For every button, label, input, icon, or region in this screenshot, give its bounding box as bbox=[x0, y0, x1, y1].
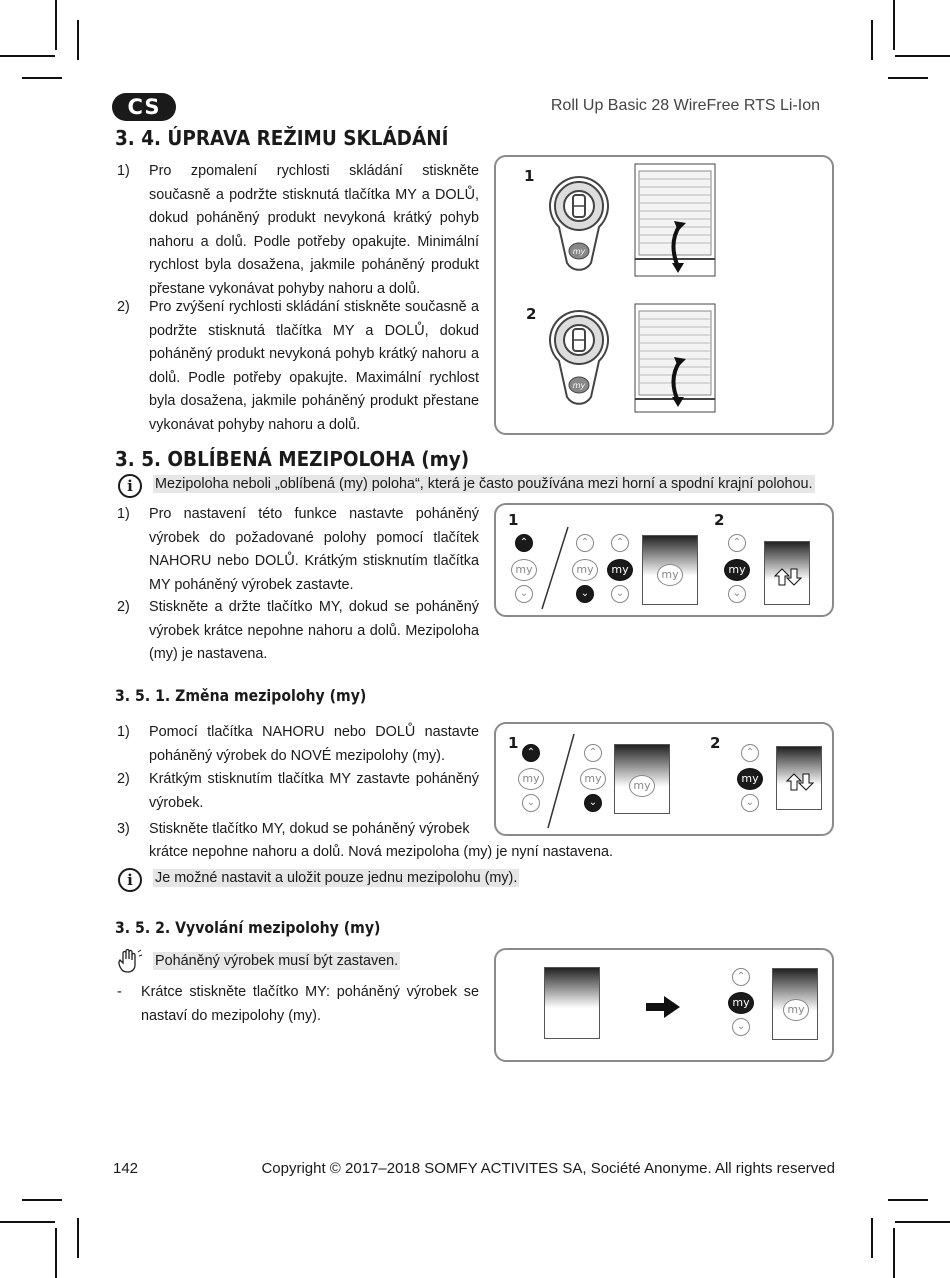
subsection-title-3-5-1: 3. 5. 1. Změna mezipolohy (my) bbox=[115, 686, 367, 705]
step-number: 2 bbox=[526, 305, 537, 323]
my-button-icon: my bbox=[511, 559, 537, 581]
crop-mark bbox=[0, 55, 55, 57]
down-button-icon: ⌄ bbox=[522, 794, 540, 812]
svg-text:my: my bbox=[572, 247, 586, 256]
crop-mark bbox=[0, 1221, 55, 1223]
list-item bbox=[117, 503, 482, 597]
blind-motion-illustration bbox=[634, 163, 716, 279]
step-number: 1 bbox=[508, 511, 519, 529]
item-number: 2) bbox=[117, 771, 130, 787]
info-note bbox=[153, 476, 815, 492]
my-position-marker: my bbox=[629, 775, 655, 797]
up-button-icon: ⌃ bbox=[576, 534, 594, 552]
my-button-icon: my bbox=[580, 768, 606, 790]
my-button-icon: my bbox=[728, 992, 754, 1014]
step-number: 1 bbox=[508, 734, 519, 752]
figure-recall-my-position bbox=[494, 948, 834, 1062]
language-badge: CS bbox=[112, 93, 176, 121]
step-number: 2 bbox=[710, 734, 721, 752]
item-text: Pro zpomalení rychlosti skládání stiskněte současně a podržte stisknutá tlačítka MY a DOLŮ, dokud poháněný produkt nevykoná krátký pohyb nahoru a dolů. Podle potřeby opakujte. Minimální rychlost byla dosažena, jakmile poháněný produkt přestane vykonávat pohyby nahoru a dolů. bbox=[149, 163, 479, 297]
crop-mark bbox=[895, 1221, 950, 1223]
item-text: krátce nepohne nahoru a dolů. Nová mezipoloha (my) je nyní nastavena. bbox=[149, 844, 613, 860]
divider-slash bbox=[540, 525, 570, 611]
info-icon: i bbox=[118, 474, 142, 498]
up-button-icon: ⌃ bbox=[515, 534, 533, 552]
svg-text:my: my bbox=[572, 381, 586, 390]
blind-illustration bbox=[544, 967, 600, 1039]
item-text: Krátce stiskněte tlačítko MY: poháněný výrobek se nastaví do mezipolohy (my). bbox=[141, 984, 479, 1024]
down-button-icon: ⌄ bbox=[515, 585, 533, 603]
right-arrow-icon bbox=[646, 996, 680, 1018]
info-note bbox=[153, 870, 519, 886]
info-note-text: Mezipoloha neboli „oblíbená (my) poloha“, která je často používána mezi horní a spodní krajní polohou. bbox=[155, 476, 813, 492]
up-button-icon: ⌃ bbox=[611, 534, 629, 552]
item-text: Pro zvýšení rychlosti skládání stiskněte současně a podržte stisknutá tlačítka MY a DOLŮ, dokud poháněný produkt nevykoná pohyb krátký nahoru a dolů. Podle potřeby opakujte. Maximální rychlost byla dosažena, jakmile poháněný produkt přestane vykonávat pohyby nahoru a dolů. bbox=[149, 299, 479, 433]
step-number: 2 bbox=[714, 511, 725, 529]
section-title-3-5: 3. 5. OBLÍBENÁ MEZIPOLOHA (my) bbox=[115, 447, 470, 471]
blind-illustration bbox=[614, 744, 670, 814]
item-number: 1) bbox=[117, 163, 130, 179]
my-button-icon: my bbox=[572, 559, 598, 581]
crop-mark bbox=[888, 1199, 928, 1201]
item-text: Stiskněte tlačítko MY, dokud se poháněný výrobek bbox=[149, 821, 470, 837]
list-item bbox=[117, 160, 482, 302]
warning-note-text: Poháněný výrobek musí být zastaven. bbox=[155, 953, 399, 969]
crop-mark bbox=[871, 20, 873, 60]
my-button-icon: my bbox=[607, 559, 633, 581]
crop-mark bbox=[77, 1218, 79, 1258]
up-button-icon: ⌃ bbox=[584, 744, 602, 762]
crop-mark bbox=[55, 1228, 57, 1278]
up-button-icon: ⌃ bbox=[732, 968, 750, 986]
crop-mark bbox=[22, 77, 62, 79]
remote-control-icon bbox=[546, 307, 612, 407]
down-button-icon: ⌄ bbox=[576, 585, 594, 603]
item-text: Pro nastavení této funkce nastavte poháněný výrobek do požadované polohy pomocí tlačítek NAHORU nebo DOLŮ. Krátkým stisknutím tlačítka MY poháněný výrobek zastavte. bbox=[149, 506, 479, 593]
figure-set-my-position bbox=[494, 503, 834, 617]
list-item bbox=[117, 768, 482, 815]
list-item bbox=[117, 981, 482, 1028]
section-title-3-4: 3. 4. ÚPRAVA REŽIMU SKLÁDÁNÍ bbox=[115, 126, 449, 150]
blind-illustration bbox=[764, 541, 810, 605]
blind-illustration bbox=[772, 968, 818, 1040]
item-number: 2) bbox=[117, 599, 130, 615]
figure-change-my-position bbox=[494, 722, 834, 836]
down-button-icon: ⌄ bbox=[584, 794, 602, 812]
list-item bbox=[117, 721, 482, 768]
item-number: 3) bbox=[117, 821, 130, 837]
list-item bbox=[117, 296, 482, 438]
item-text: Stiskněte a držte tlačítko MY, dokud se poháněný výrobek krátce nepohne nahoru a dolů. Mezipoloha (my) je nastavena. bbox=[149, 599, 479, 662]
info-icon: i bbox=[118, 868, 142, 892]
list-item bbox=[117, 596, 482, 666]
crop-mark bbox=[895, 55, 950, 57]
item-number: 2) bbox=[117, 299, 130, 315]
my-button-icon: my bbox=[518, 768, 544, 790]
step-number: 1 bbox=[524, 167, 535, 185]
up-down-arrows-icon bbox=[783, 771, 817, 793]
crop-mark bbox=[22, 1199, 62, 1201]
blind-motion-illustration bbox=[634, 303, 716, 413]
down-button-icon: ⌄ bbox=[611, 585, 629, 603]
up-button-icon: ⌃ bbox=[522, 744, 540, 762]
down-button-icon: ⌄ bbox=[728, 585, 746, 603]
bullet: - bbox=[117, 984, 122, 1000]
crop-mark bbox=[77, 20, 79, 60]
figure-speed-adjust bbox=[494, 155, 834, 435]
crop-mark bbox=[55, 0, 57, 50]
warning-note bbox=[153, 953, 400, 969]
my-button-icon: my bbox=[724, 559, 750, 581]
crop-mark bbox=[893, 1228, 895, 1278]
item-number: 1) bbox=[117, 506, 130, 522]
blind-illustration bbox=[776, 746, 822, 810]
down-button-icon: ⌄ bbox=[732, 1018, 750, 1036]
remote-control-icon bbox=[546, 173, 612, 273]
my-position-marker: my bbox=[783, 999, 809, 1021]
crop-mark bbox=[888, 77, 928, 79]
info-note-text: Je možné nastavit a uložit pouze jednu mezipolohu (my). bbox=[155, 870, 518, 886]
up-down-arrows-icon bbox=[771, 566, 805, 588]
item-text: Krátkým stisknutím tlačítka MY zastavte poháněný výrobek. bbox=[149, 771, 479, 811]
item-number: 1) bbox=[117, 724, 130, 740]
up-button-icon: ⌃ bbox=[741, 744, 759, 762]
product-name: Roll Up Basic 28 WireFree RTS Li-Ion bbox=[550, 97, 820, 114]
my-position-marker: my bbox=[657, 564, 683, 586]
page-number: 142 bbox=[113, 1160, 139, 1177]
subsection-title-3-5-2: 3. 5. 2. Vyvolání mezipolohy (my) bbox=[115, 918, 381, 937]
crop-mark bbox=[871, 1218, 873, 1258]
divider-slash bbox=[546, 732, 576, 832]
my-button-icon: my bbox=[737, 768, 763, 790]
hand-icon bbox=[116, 948, 144, 974]
copyright: Copyright © 2017–2018 SOMFY ACTIVITES SA, Société Anonyme. All rights reserved bbox=[261, 1160, 835, 1177]
blind-illustration bbox=[642, 535, 698, 605]
up-button-icon: ⌃ bbox=[728, 534, 746, 552]
item-text: Pomocí tlačítka NAHORU nebo DOLŮ nastavte poháněný výrobek do NOVÉ mezipolohy (my). bbox=[149, 724, 479, 764]
crop-mark bbox=[893, 0, 895, 50]
down-button-icon: ⌄ bbox=[741, 794, 759, 812]
